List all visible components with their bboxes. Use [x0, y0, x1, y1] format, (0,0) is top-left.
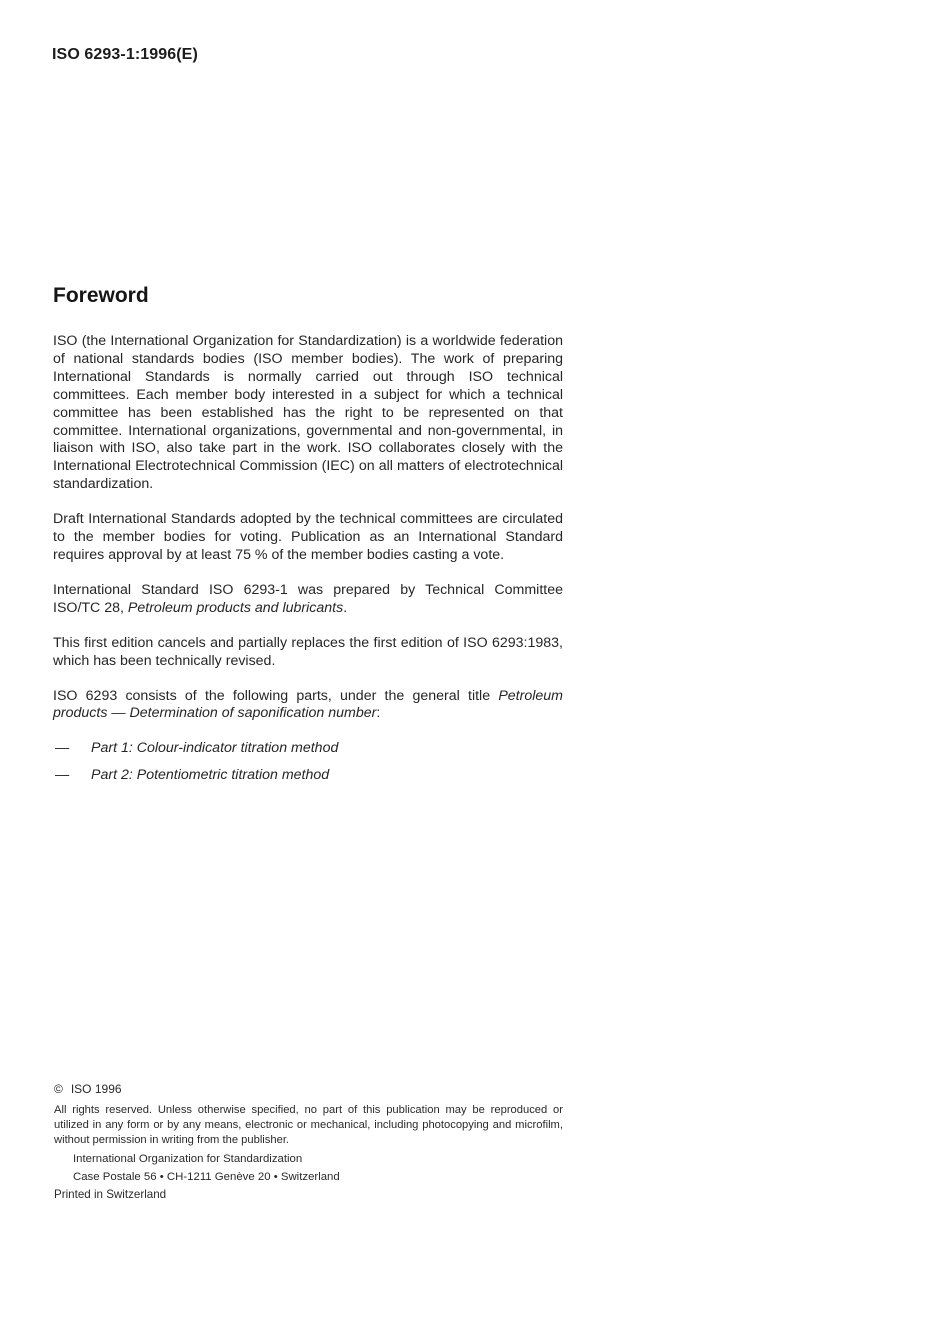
list-item [53, 740, 563, 758]
prepared-text: International Standard ISO 6293-1 was prepared by Technical Committee ISO/TC 28, [53, 581, 563, 616]
paragraph-iso-intro: ISO (the International Organization for Standardization) is a worldwide federation of national standards bodies (ISO member bodies). The work of preparing International Standards is normally carried out through ISO technical committees. Each member body interested in a subject for which a technical committee has been established has the right to be represented on that committee. International organizations, governmental and non-governmental, in liaison with ISO, also take part in the work. ISO collaborates closely with the International Electrotechnical Commission (IEC) on all matters of electrotechnical standardization. [53, 333, 563, 493]
copyright-line [54, 1082, 563, 1096]
document-id: ISO 6293-1:1996(E) [52, 46, 198, 63]
part-title: Part 1: Colour-indicator titration method [91, 740, 339, 757]
paragraph-prepared-by [53, 582, 563, 618]
printed-note: Printed in Switzerland [54, 1188, 167, 1201]
foreword-section [53, 284, 563, 794]
copyright-footer [54, 1082, 563, 1201]
parts-intro-text: ISO 6293 consists of the following parts, under the general title [53, 687, 499, 704]
list-dash: — [55, 740, 70, 757]
rights-notice: All rights reserved. Unless otherwise specified, no part of this publication may be reproduced or utilized in any form or by any means, electronic or mechanical, including photocopying and microfilm, without permission in writing from the publisher. [54, 1104, 563, 1146]
prepared-end: . [343, 599, 348, 616]
paragraph-parts-intro [53, 688, 563, 724]
section-title: Foreword [53, 284, 149, 307]
part-title: Part 2: Potentiometric titration method [91, 767, 330, 784]
parts-intro-end: : [376, 705, 381, 722]
general-title: Petroleum products — Determination of saponification number [53, 687, 563, 722]
committee-title: Petroleum products and lubricants [127, 599, 344, 616]
org-name: International Organization for Standardization [73, 1153, 303, 1165]
org-address: Case Postale 56 • CH-1211 Genève 20 • Switzerland [73, 1171, 340, 1183]
list-dash: — [55, 767, 70, 784]
list-item [53, 767, 563, 785]
paragraph-draft-standards: Draft International Standards adopted by the technical committees are circulated to the member bodies for voting. Publication as an International Standard requires approval by at least 75 % of the member bodies casting a vote. [53, 511, 563, 563]
copyright-icon: © [54, 1082, 63, 1096]
paragraph-edition-note: This first edition cancels and partially replaces the first edition of ISO 6293:1983, which has been technically revised. [53, 634, 563, 669]
copyright-text: ISO 1996 [70, 1082, 122, 1096]
parts-list [53, 740, 563, 785]
